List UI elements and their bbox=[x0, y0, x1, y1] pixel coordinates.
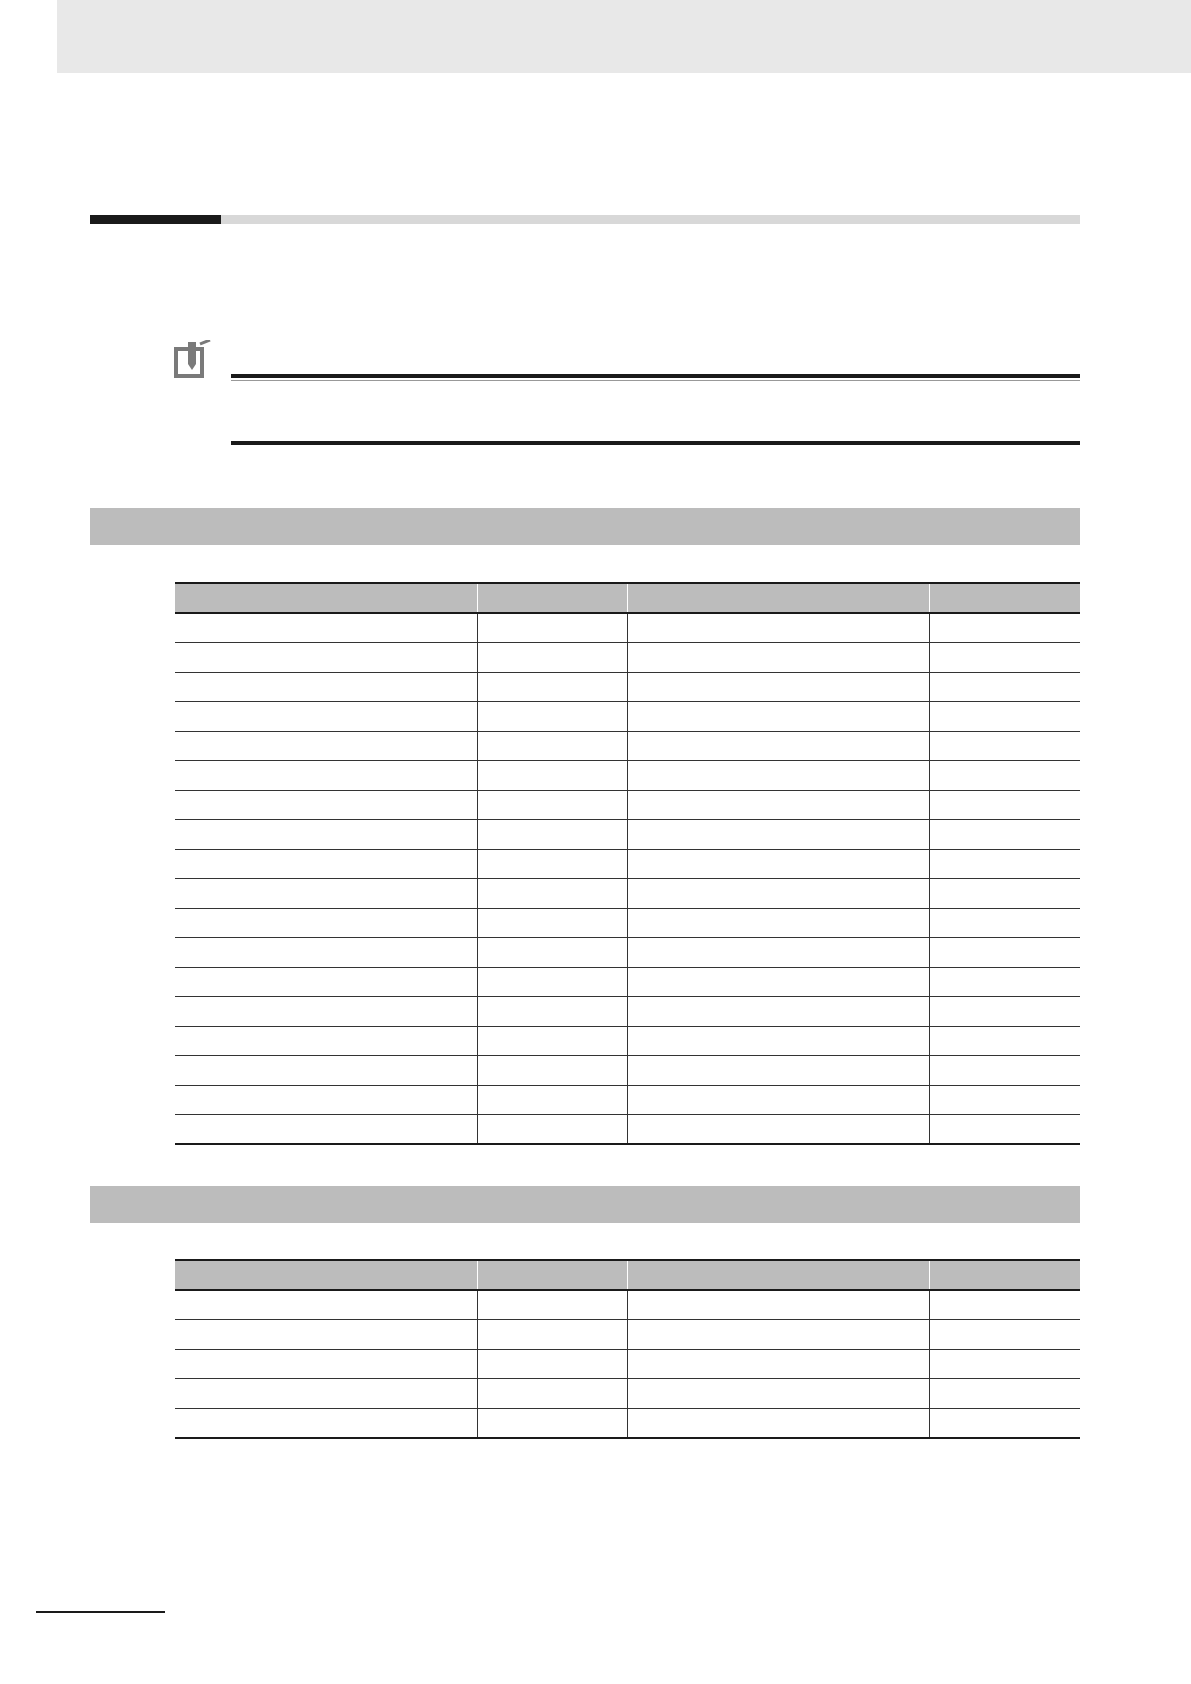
table-cell bbox=[627, 1379, 929, 1409]
table-cell bbox=[477, 643, 627, 673]
table-cell bbox=[627, 1320, 929, 1350]
table-row bbox=[175, 613, 1080, 643]
table-cell bbox=[929, 1056, 1080, 1086]
table-cell bbox=[477, 1290, 627, 1320]
table-header-row bbox=[175, 1260, 1080, 1290]
table-row bbox=[175, 1026, 1080, 1056]
table-cell bbox=[477, 1320, 627, 1350]
table-cell bbox=[929, 1349, 1080, 1379]
table-cell bbox=[627, 1026, 929, 1056]
table-cell bbox=[929, 849, 1080, 879]
table-cell bbox=[929, 702, 1080, 732]
table-row bbox=[175, 1349, 1080, 1379]
table-row bbox=[175, 997, 1080, 1027]
table-cell bbox=[929, 1320, 1080, 1350]
table-cell bbox=[627, 997, 929, 1027]
table-cell bbox=[175, 997, 477, 1027]
table-cell bbox=[627, 790, 929, 820]
table-row bbox=[175, 820, 1080, 850]
table-header-cell bbox=[477, 583, 627, 613]
table-cell bbox=[627, 643, 929, 673]
table-row bbox=[175, 1085, 1080, 1115]
table-cell bbox=[175, 1408, 477, 1438]
table-cell bbox=[477, 879, 627, 909]
table-cell bbox=[175, 731, 477, 761]
table-cell bbox=[627, 672, 929, 702]
table-cell bbox=[929, 643, 1080, 673]
table-cell bbox=[627, 702, 929, 732]
table-cell bbox=[175, 790, 477, 820]
table-cell bbox=[627, 613, 929, 643]
table-cell bbox=[929, 1026, 1080, 1056]
precaution-pencil-icon bbox=[174, 340, 214, 380]
table-row bbox=[175, 790, 1080, 820]
table-cell bbox=[627, 908, 929, 938]
section-a-table bbox=[175, 582, 1080, 1145]
section-title-rule-light bbox=[221, 215, 1080, 224]
section-b-heading-bar bbox=[90, 1186, 1080, 1223]
table-cell bbox=[929, 761, 1080, 791]
table-cell bbox=[929, 731, 1080, 761]
table-row bbox=[175, 1056, 1080, 1086]
table-cell bbox=[627, 967, 929, 997]
table-cell bbox=[477, 967, 627, 997]
table-cell bbox=[929, 820, 1080, 850]
precaution-rule-top bbox=[231, 374, 1080, 378]
table-cell bbox=[477, 672, 627, 702]
table-cell bbox=[627, 1085, 929, 1115]
table-cell bbox=[175, 820, 477, 850]
table-header-row bbox=[175, 583, 1080, 613]
table-cell bbox=[175, 761, 477, 791]
table-cell bbox=[477, 1085, 627, 1115]
table-cell bbox=[627, 938, 929, 968]
table-row bbox=[175, 702, 1080, 732]
table-cell bbox=[477, 820, 627, 850]
table-cell bbox=[627, 820, 929, 850]
table-cell bbox=[929, 672, 1080, 702]
table-cell bbox=[929, 1290, 1080, 1320]
table-cell bbox=[627, 879, 929, 909]
table-row bbox=[175, 761, 1080, 791]
table-header-cell bbox=[627, 583, 929, 613]
table-cell bbox=[627, 761, 929, 791]
table-cell bbox=[929, 997, 1080, 1027]
page-header-band bbox=[57, 0, 1191, 73]
table-cell bbox=[175, 1320, 477, 1350]
table-cell bbox=[175, 967, 477, 997]
section-b-table bbox=[175, 1259, 1080, 1439]
table-cell bbox=[477, 849, 627, 879]
table-cell bbox=[175, 938, 477, 968]
section-title-rule-dark bbox=[90, 215, 221, 224]
table-cell bbox=[175, 849, 477, 879]
table-cell bbox=[929, 908, 1080, 938]
table-cell bbox=[929, 1115, 1080, 1145]
table-cell bbox=[477, 613, 627, 643]
table-cell bbox=[477, 1026, 627, 1056]
table-row bbox=[175, 1115, 1080, 1145]
table-cell bbox=[175, 613, 477, 643]
table-cell bbox=[929, 938, 1080, 968]
table-cell bbox=[175, 702, 477, 732]
table-cell bbox=[477, 790, 627, 820]
table-cell bbox=[627, 849, 929, 879]
table-row bbox=[175, 879, 1080, 909]
table-row bbox=[175, 849, 1080, 879]
table-cell bbox=[627, 1290, 929, 1320]
table-cell bbox=[929, 967, 1080, 997]
table-row bbox=[175, 731, 1080, 761]
section-a-heading-bar bbox=[90, 508, 1080, 545]
table-row bbox=[175, 672, 1080, 702]
table-cell bbox=[477, 761, 627, 791]
table-cell bbox=[627, 1349, 929, 1379]
table-cell bbox=[477, 731, 627, 761]
table-cell bbox=[175, 879, 477, 909]
table-cell bbox=[929, 1379, 1080, 1409]
table-row bbox=[175, 967, 1080, 997]
table-header-cell bbox=[175, 583, 477, 613]
table-header-cell bbox=[929, 1260, 1080, 1290]
table-cell bbox=[477, 908, 627, 938]
precaution-rule-top-thin bbox=[231, 380, 1080, 381]
table-cell bbox=[477, 702, 627, 732]
table-cell bbox=[477, 1056, 627, 1086]
section-b-table-body bbox=[175, 1290, 1080, 1438]
table-cell bbox=[175, 1115, 477, 1145]
table-cell bbox=[175, 1349, 477, 1379]
table-cell bbox=[929, 613, 1080, 643]
table-cell bbox=[929, 1085, 1080, 1115]
table-row bbox=[175, 643, 1080, 673]
table-cell bbox=[175, 672, 477, 702]
table-header-cell bbox=[477, 1260, 627, 1290]
footer-rule bbox=[36, 1611, 165, 1613]
table-cell bbox=[175, 643, 477, 673]
table-cell bbox=[929, 1408, 1080, 1438]
table-cell bbox=[627, 1408, 929, 1438]
table-cell bbox=[627, 731, 929, 761]
table-cell bbox=[175, 1290, 477, 1320]
table-cell bbox=[477, 938, 627, 968]
table-header-cell bbox=[175, 1260, 477, 1290]
table-cell bbox=[175, 908, 477, 938]
section-a-table-body bbox=[175, 613, 1080, 1144]
table-cell bbox=[627, 1056, 929, 1086]
table-header-cell bbox=[627, 1260, 929, 1290]
table-row bbox=[175, 1408, 1080, 1438]
table-row bbox=[175, 1320, 1080, 1350]
table-cell bbox=[175, 1379, 477, 1409]
table-cell bbox=[477, 1379, 627, 1409]
precaution-rule-bottom bbox=[231, 441, 1080, 445]
table-cell bbox=[477, 997, 627, 1027]
table-row bbox=[175, 1290, 1080, 1320]
table-cell bbox=[175, 1056, 477, 1086]
table-cell bbox=[477, 1115, 627, 1145]
table-row bbox=[175, 938, 1080, 968]
table-cell bbox=[175, 1026, 477, 1056]
table-row bbox=[175, 908, 1080, 938]
table-cell bbox=[627, 1115, 929, 1145]
table-cell bbox=[477, 1408, 627, 1438]
table-cell bbox=[175, 1085, 477, 1115]
table-header-cell bbox=[929, 583, 1080, 613]
table-cell bbox=[929, 879, 1080, 909]
table-row bbox=[175, 1379, 1080, 1409]
table-cell bbox=[477, 1349, 627, 1379]
table-cell bbox=[929, 790, 1080, 820]
section-title-rule bbox=[90, 215, 1080, 224]
